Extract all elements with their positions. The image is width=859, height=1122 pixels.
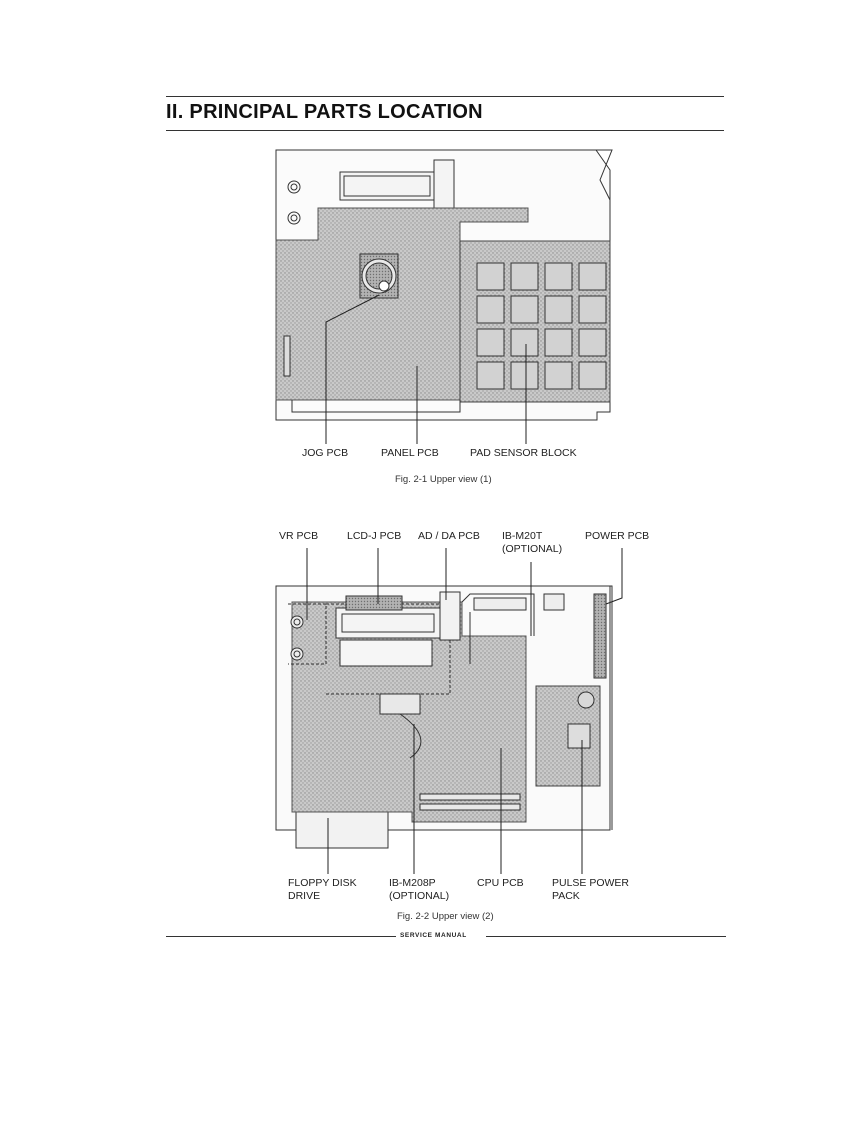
label-ib-m208p: IB-M208P (OPTIONAL) — [389, 877, 450, 902]
label-pulse-power-pack: PULSE POWER PACK — [552, 877, 630, 902]
section-title: II. PRINCIPAL PARTS LOCATION — [166, 101, 483, 123]
label-lcd-j-pcb: LCD-J PCB — [347, 530, 402, 542]
footer-label: SERVICE MANUAL — [400, 932, 467, 939]
label-vr-pcb: VR PCB — [279, 530, 319, 542]
label-cpu-pcb: CPU PCB — [477, 877, 524, 889]
knob-icon — [291, 616, 303, 628]
knob-icon — [291, 648, 303, 660]
figure-2-caption: Fig. 2-2 Upper view (2) — [397, 911, 494, 922]
label-panel-pcb: PANEL PCB — [381, 447, 439, 459]
label-floppy-disk-drive: FLOPPY DISK DRIVE — [288, 877, 357, 902]
power-pcb — [594, 594, 606, 678]
lcd-module — [336, 608, 440, 638]
jog-wheel-icon — [360, 254, 398, 298]
footer-rule-right — [486, 936, 726, 937]
footer-rule-left — [166, 936, 396, 937]
label-ib-m20t: IB-M20T (OPTIONAL) — [502, 530, 563, 555]
label-jog-pcb: JOG PCB — [302, 447, 349, 459]
label-pad-sensor-block: PAD SENSOR BLOCK — [470, 447, 577, 459]
figure-1-drawing — [276, 150, 612, 444]
figure-1-caption: Fig. 2-1 Upper view (1) — [395, 474, 492, 485]
figure-2-drawing — [276, 548, 622, 874]
label-ad-da-pcb: AD / DA PCB — [418, 530, 480, 542]
label-power-pcb: POWER PCB — [585, 530, 650, 542]
